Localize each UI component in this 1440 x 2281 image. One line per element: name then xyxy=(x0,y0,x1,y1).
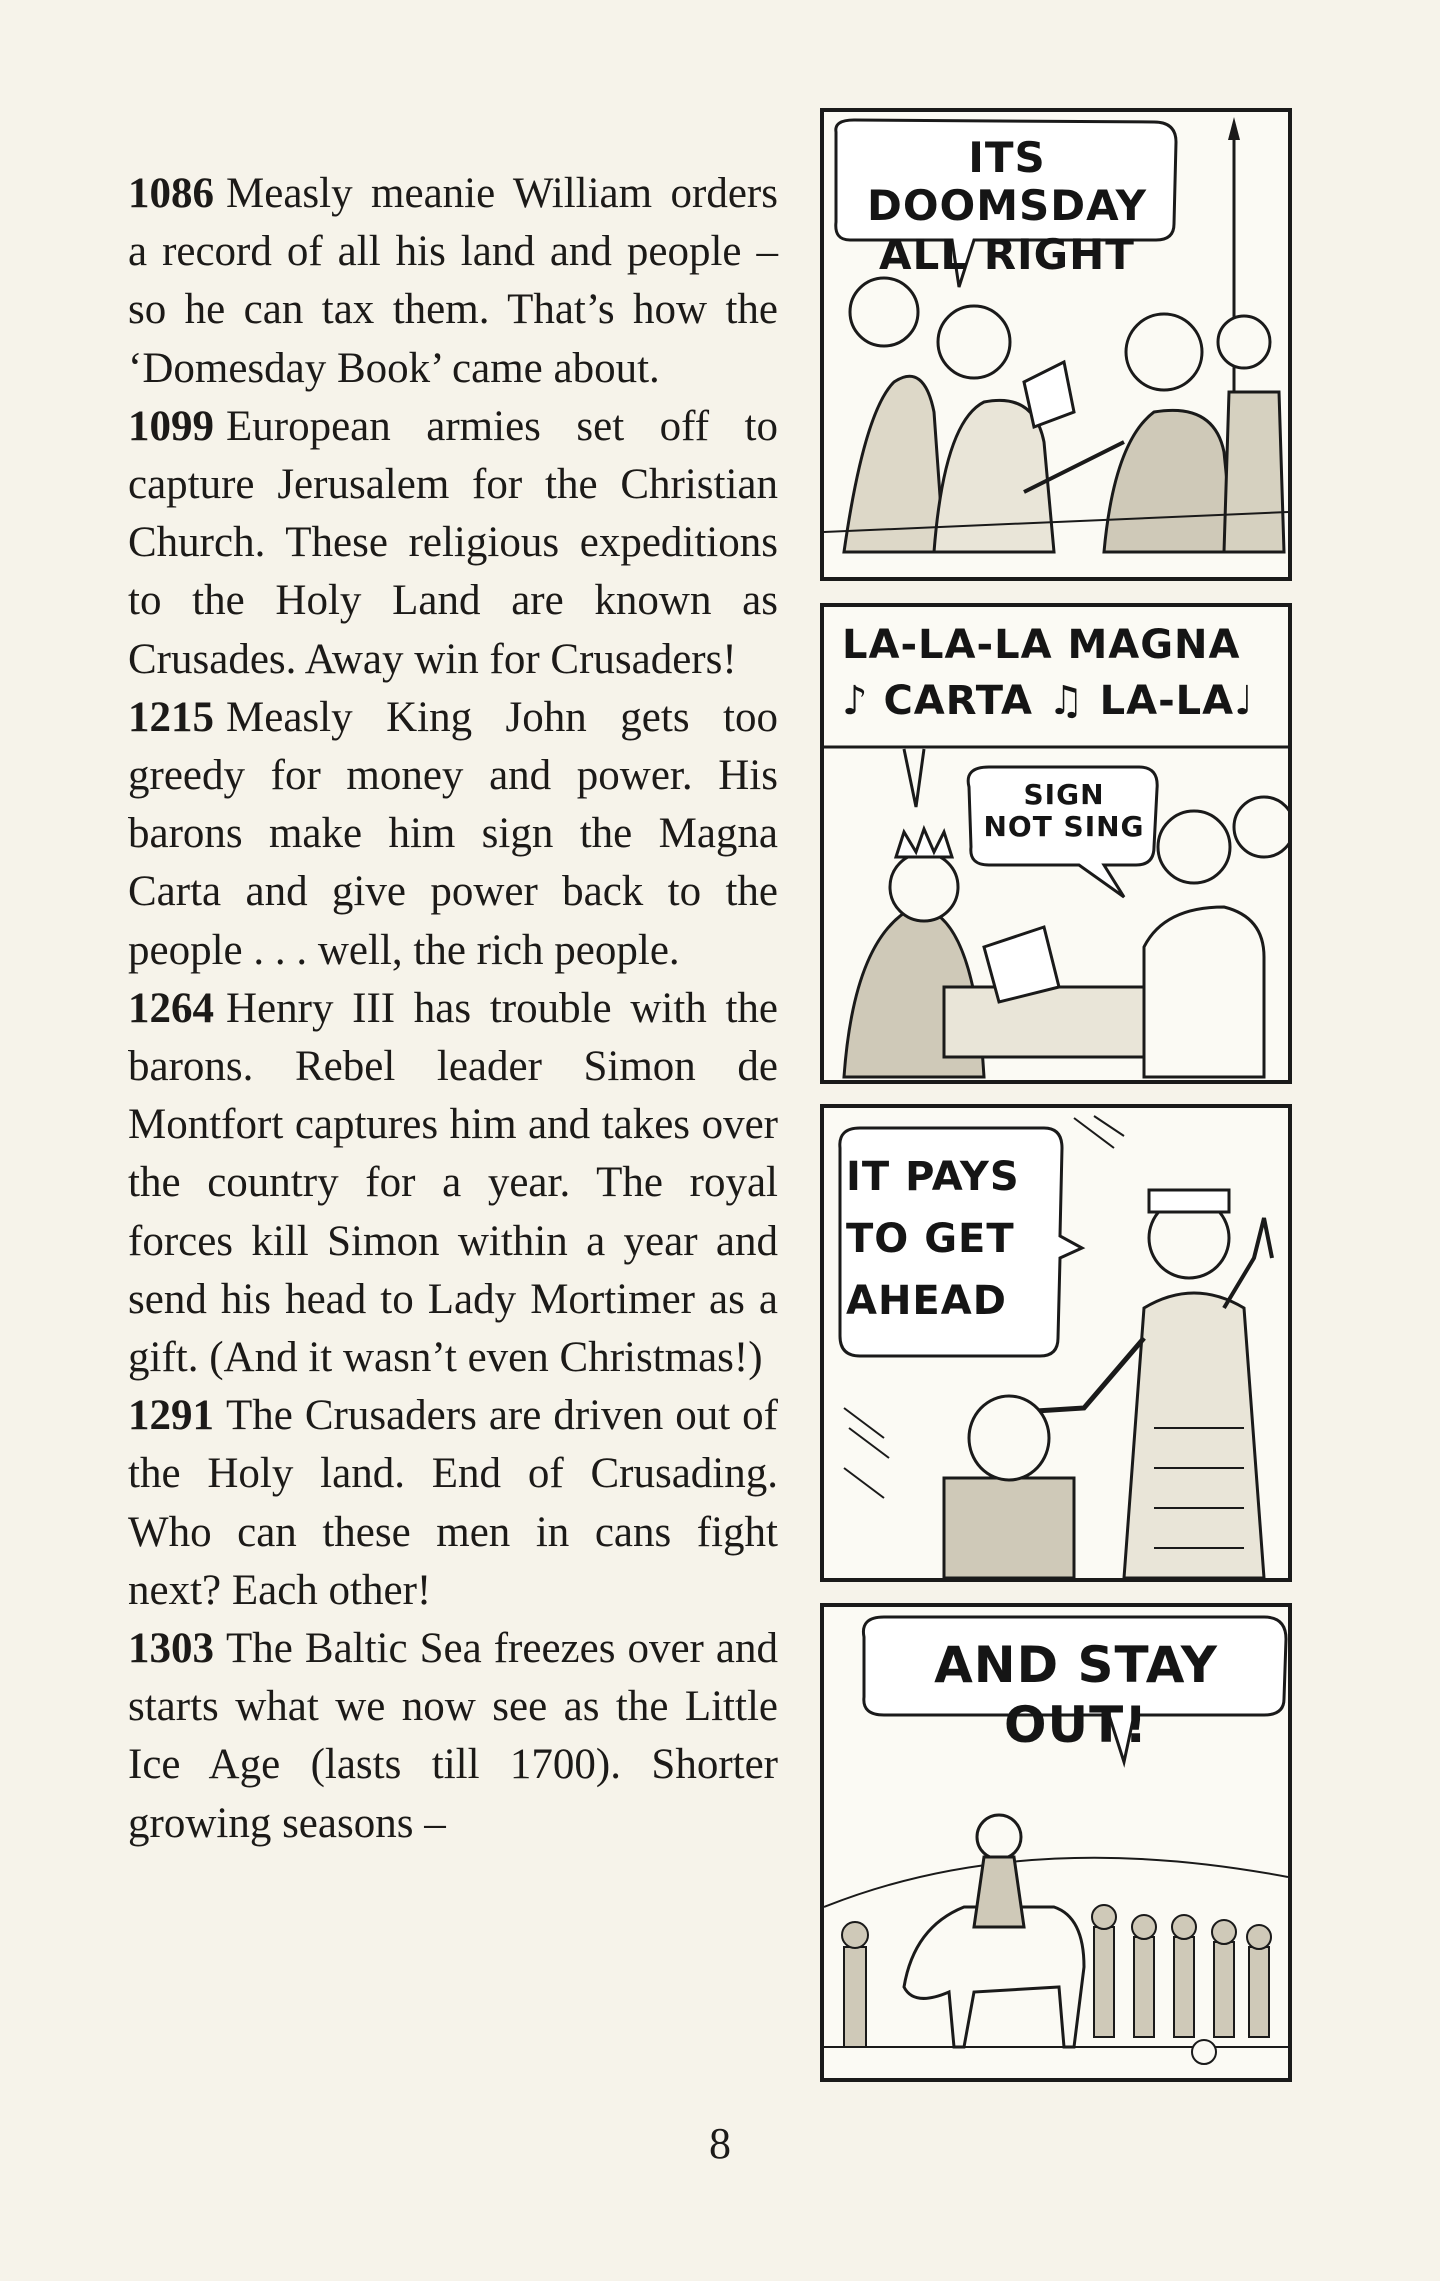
music-note-icon: ♩ xyxy=(1234,678,1254,724)
caption-word: LA-LA xyxy=(1099,678,1235,724)
speech-bubble-sign-not-sing xyxy=(974,779,1154,843)
entry-text: Henry III has trouble with the barons. Rebel leader Simon de Montfort captures him and takes over the country for a year. The royal forces kill Simon within a year and send his head to Lady Mortimer as a gift. (And it wasn’t even Christmas!) xyxy=(128,984,778,1382)
bubble-line: ITS DOOMSDAY xyxy=(866,133,1148,231)
timeline-entry-1215 xyxy=(128,689,778,980)
timeline-entry-1086 xyxy=(128,165,778,398)
comic-panel-get-ahead xyxy=(820,1104,1292,1582)
entry-text: Measly King John gets too greedy for money and power. His barons make him sign the Magna Carta and give power back to the people . . . well, the rich people. xyxy=(128,693,778,974)
timeline-text xyxy=(128,165,778,1853)
speech-bubble-domesday xyxy=(842,134,1172,279)
bubble-line: TO GET xyxy=(846,1216,1015,1262)
music-note-icon: ♫ xyxy=(1032,678,1100,724)
comic-panel-magna-carta xyxy=(820,603,1292,1084)
entry-text: The Baltic Sea freezes over and starts what we now see as the Little Ice Age (lasts till 1700). Shorter growing seasons – xyxy=(128,1625,778,1847)
comic-panel-stay-out xyxy=(820,1603,1292,2082)
timeline-entry-1303 xyxy=(128,1620,778,1853)
timeline-entry-1264 xyxy=(128,980,778,1387)
entry-year: 1099 xyxy=(128,402,214,450)
speech-bubble-get-ahead xyxy=(846,1146,1052,1332)
bubble-line: IT PAYS xyxy=(846,1154,1020,1200)
entry-year: 1291 xyxy=(128,1392,214,1440)
entry-year: 1303 xyxy=(128,1625,214,1673)
bubble-line: SIGN xyxy=(1023,778,1105,811)
bubble-line: ALL RIGHT xyxy=(879,229,1135,279)
caption-line xyxy=(842,673,1282,729)
timeline-entry-1099 xyxy=(128,398,778,689)
entry-year: 1215 xyxy=(128,693,214,741)
caption-word: CARTA xyxy=(883,678,1033,724)
bubble-line: AND STAY OUT! xyxy=(934,1636,1218,1754)
caption-line: LA-LA-LA MAGNA xyxy=(842,622,1241,668)
entry-text: The Crusaders are driven out of the Holy land. End of Crusading. Who can these men in cans fight next? Each other! xyxy=(128,1392,778,1614)
speech-bubble-stay-out xyxy=(872,1635,1280,1755)
song-caption xyxy=(842,617,1282,729)
timeline-entry-1291 xyxy=(128,1387,778,1620)
comic-panel-domesday xyxy=(820,108,1292,581)
bubble-line: NOT SING xyxy=(983,810,1145,844)
bubble-line: AHEAD xyxy=(846,1278,1007,1324)
page-number: 8 xyxy=(709,2119,731,2168)
music-note-icon: ♪ xyxy=(842,678,884,724)
entry-text: European armies set off to capture Jerusalem for the Christian Church. These religious expeditions to the Holy Land are known as Crusades. Away win for Crusaders! xyxy=(128,402,778,683)
entry-text: Measly meanie William orders a record of all his land and people – so he can tax them. That’s how the ‘Domesday Book’ came about. xyxy=(128,170,778,392)
entry-year: 1264 xyxy=(128,984,214,1032)
entry-year: 1086 xyxy=(128,170,214,217)
